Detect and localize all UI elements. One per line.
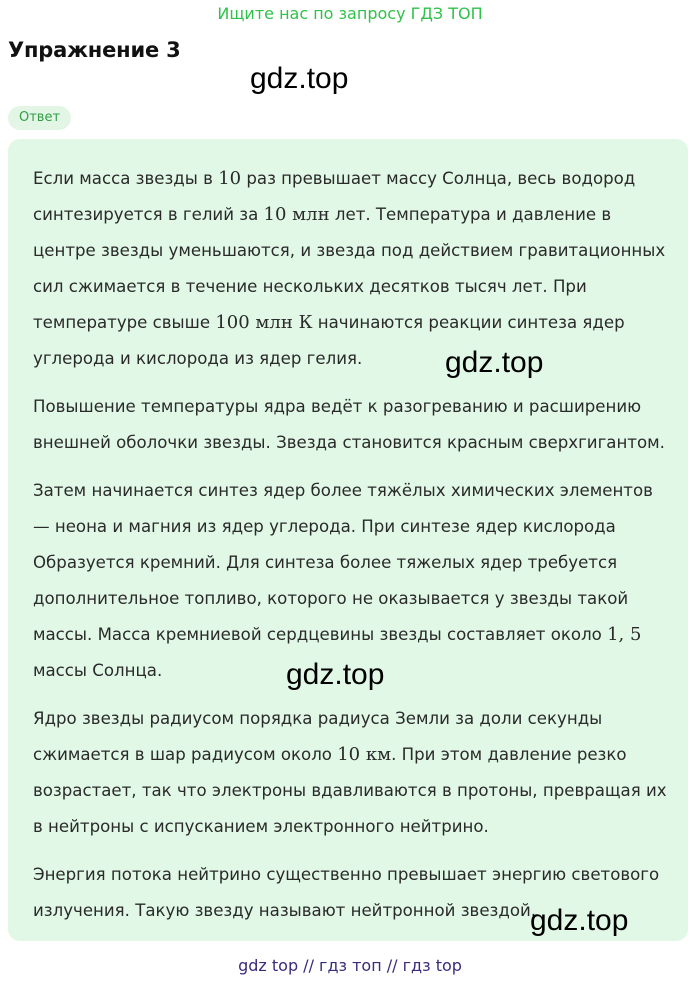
text-run: Если масса звезды в bbox=[33, 169, 219, 188]
exercise-title: Упражнение 3 bbox=[8, 38, 181, 62]
text-run: . При этом давление резко возрастает, так что электроны вдавливаются в протоны, превращая их в нейтроны с испусканием электронного нейтрино. bbox=[33, 745, 667, 836]
text-run: раз превышает массу Солнца, весь водород синтезируется в гелий за bbox=[33, 169, 636, 224]
text-run: Затем начинается синтез ядер более тяжёлых химических элементов — неона и магния из ядер углерода. При синтезе ядер кислорода Образуется кремний. Для синтеза более тяжелых ядер требуется дополнительное топливо, которого не оказывается у звезды такой массы. Масса кремниевой сердцевины звезды составляет около bbox=[33, 481, 653, 644]
text-run: Повышение температуры ядра ведёт к разогреванию и расширению внешней оболочки звезды. Звезда становится красным сверхгигантом. bbox=[33, 397, 665, 452]
watermark: gdz.top bbox=[445, 346, 544, 379]
answer-badge: Ответ bbox=[8, 106, 71, 130]
text-run: массы Солнца. bbox=[33, 661, 163, 680]
math-value: 100 млн К bbox=[215, 312, 313, 333]
text-run: начинаются реакции синтеза ядер углерода и кислорода из ядер гелия. bbox=[33, 313, 625, 368]
search-banner[interactable]: Ищите нас по запросу ГДЗ ТОП bbox=[217, 4, 483, 23]
answer-content bbox=[8, 139, 688, 941]
math-value: 10 bbox=[218, 168, 242, 189]
footer-links[interactable]: gdz top // гдз топ // гдз top bbox=[238, 956, 462, 975]
text-run: лет. Температура и давление в центре звезды уменьшаются, и звезда под действием гравитационных сил сжимается в течение нескольких десятков тысяч лет. При температуре свыше bbox=[33, 205, 666, 332]
watermark: gdz.top bbox=[250, 62, 349, 95]
text-run: Энергия потока нейтрино существенно превышает энергию светового излучения. Такую звезду называют нейтронной звездой. bbox=[33, 865, 660, 920]
answer-paragraph bbox=[33, 473, 674, 689]
math-value: 10 км bbox=[337, 744, 392, 765]
answer-paragraph bbox=[33, 389, 674, 461]
math-value: 1, 5 bbox=[607, 624, 642, 645]
answer-paragraph bbox=[33, 701, 674, 845]
watermark: gdz.top bbox=[530, 904, 629, 937]
text-run: Ядро звезды радиусом порядка радиуса Земли за доли секунды сжимается в шар радиусом около bbox=[33, 709, 603, 764]
answer-paragraph bbox=[33, 161, 674, 377]
watermark: gdz.top bbox=[286, 658, 385, 691]
math-value: 10 млн bbox=[263, 204, 330, 225]
